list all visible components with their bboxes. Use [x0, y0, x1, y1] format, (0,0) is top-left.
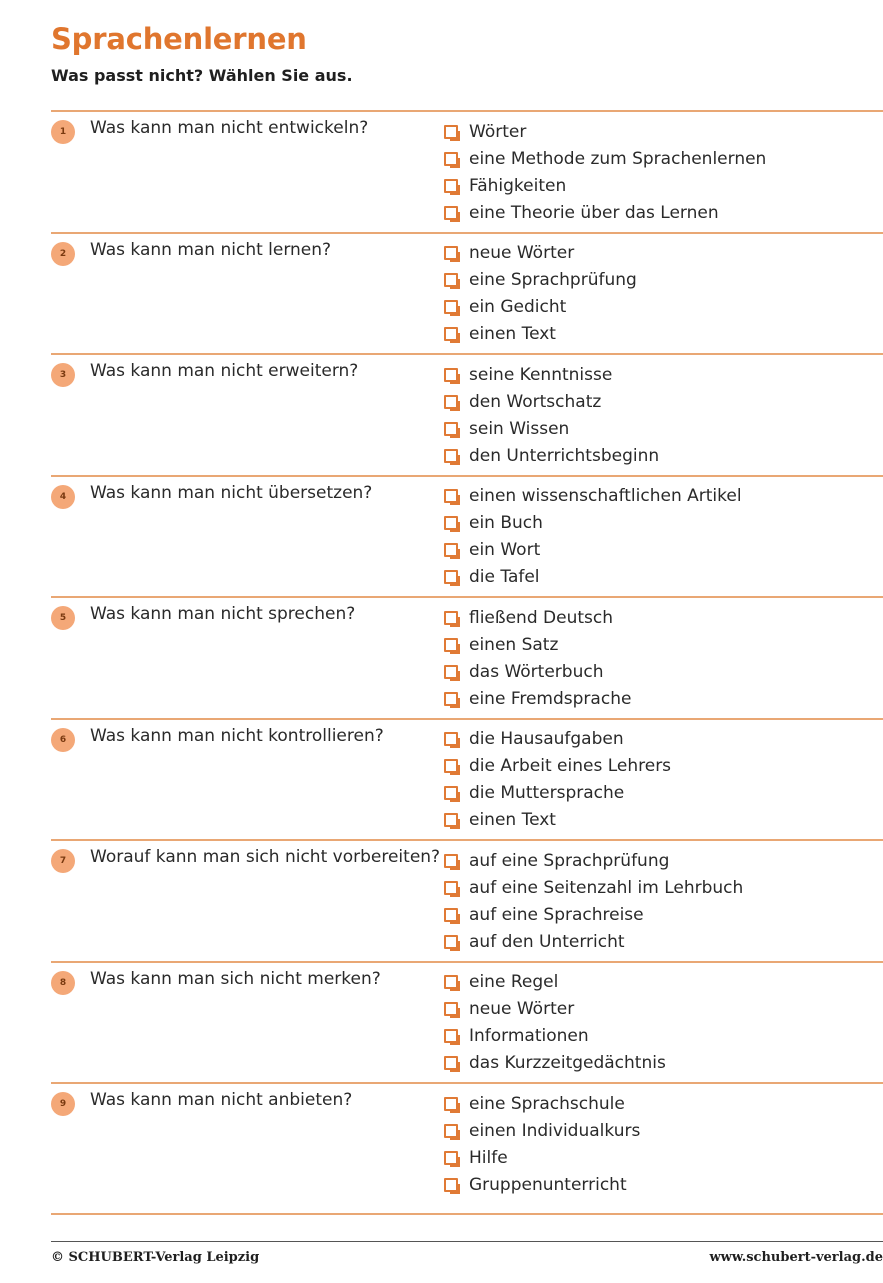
answer-option-label: eine Theorie über das Lernen — [469, 202, 719, 223]
question-number-badge: 7 — [51, 849, 75, 873]
checkbox-icon[interactable] — [444, 516, 458, 530]
answer-option-label: Hilfe — [469, 1147, 508, 1168]
checkbox-icon[interactable] — [444, 489, 458, 503]
question-text: Was kann man nicht kontrollieren? — [90, 725, 384, 746]
answer-option[interactable] — [444, 753, 671, 780]
answer-options — [444, 240, 637, 348]
question-text: Was kann man sich nicht merken? — [90, 968, 381, 989]
answer-option-label: einen Text — [469, 810, 556, 830]
answer-option-label: Fähigkeiten — [469, 175, 567, 196]
answer-option-label: sein Wissen — [469, 418, 570, 439]
question-number-badge: 6 — [51, 728, 75, 752]
checkbox-icon[interactable] — [444, 759, 458, 773]
checkbox-icon[interactable] — [444, 638, 458, 652]
footer-website: www.schubert-verlag.de — [709, 1250, 883, 1265]
question-number-badge: 1 — [51, 120, 75, 144]
answer-option[interactable] — [444, 118, 766, 145]
answer-option-label: eine Regel — [469, 972, 559, 992]
checkbox-icon[interactable] — [444, 449, 458, 463]
checkbox-icon[interactable] — [444, 1097, 458, 1111]
checkbox-icon[interactable] — [444, 570, 458, 584]
question-text: Was kann man nicht erweitern? — [90, 361, 359, 381]
checkbox-icon[interactable] — [444, 422, 458, 436]
question-row — [51, 353, 883, 475]
checkbox-icon[interactable] — [444, 692, 458, 706]
answer-option-label: Gruppenunterricht — [469, 1174, 627, 1195]
answer-option[interactable] — [444, 267, 637, 294]
answer-option[interactable] — [444, 564, 742, 591]
checkbox-icon[interactable] — [444, 395, 458, 409]
question-row — [51, 596, 883, 718]
answer-option[interactable] — [444, 172, 766, 199]
footer-divider — [51, 1241, 883, 1242]
answer-option-label: neue Wörter — [469, 999, 575, 1019]
answer-option-label: auf eine Sprachprüfung — [469, 850, 670, 871]
answer-option[interactable] — [444, 537, 742, 564]
checkbox-icon[interactable] — [444, 246, 458, 260]
checkbox-icon[interactable] — [444, 611, 458, 625]
question-row — [51, 839, 883, 961]
answer-option[interactable] — [444, 361, 659, 388]
checkbox-icon[interactable] — [444, 300, 458, 314]
answer-option-label: seine Kenntnisse — [469, 364, 613, 385]
answer-option[interactable] — [444, 1117, 640, 1144]
checkbox-icon[interactable] — [444, 543, 458, 557]
footer-copyright: © SCHUBERT-Verlag Leipzig — [51, 1250, 260, 1265]
answer-option[interactable] — [444, 1171, 640, 1198]
answer-option-label: Wörter — [469, 121, 527, 142]
question-number-badge: 5 — [51, 606, 75, 630]
checkbox-icon[interactable] — [444, 179, 458, 193]
question-row — [51, 1082, 883, 1204]
answer-option-label: das Kurzzeitgedächtnis — [469, 1053, 666, 1073]
answer-option[interactable] — [444, 780, 671, 807]
answer-option[interactable] — [444, 631, 631, 658]
answer-option-label: die Muttersprache — [469, 783, 625, 803]
answer-option[interactable] — [444, 807, 671, 834]
checkbox-icon[interactable] — [444, 935, 458, 949]
page-title: Sprachenlernen — [51, 22, 307, 56]
answer-option-label: die Arbeit eines Lehrers — [469, 756, 672, 776]
question-row — [51, 475, 883, 597]
question-number-badge: 9 — [51, 1092, 75, 1116]
answer-options — [444, 118, 766, 226]
answer-option[interactable] — [444, 1144, 640, 1171]
answer-options — [444, 1090, 640, 1198]
instruction-text: Was passt nicht? Wählen Sie aus. — [51, 66, 353, 85]
question-number-badge: 3 — [51, 363, 75, 387]
checkbox-icon[interactable] — [444, 732, 458, 746]
question-row — [51, 110, 883, 232]
checkbox-icon[interactable] — [444, 368, 458, 382]
checkbox-icon[interactable] — [444, 1124, 458, 1138]
answer-option[interactable] — [444, 415, 659, 442]
answer-options — [444, 969, 666, 1077]
checkbox-icon[interactable] — [444, 908, 458, 922]
checkbox-icon[interactable] — [444, 813, 458, 827]
answer-option-label: fließend Deutsch — [469, 607, 613, 628]
question-text: Was kann man nicht lernen? — [90, 239, 332, 260]
answer-option-label: den Wortschatz — [469, 391, 602, 412]
answer-option[interactable] — [444, 199, 766, 226]
checkbox-icon[interactable] — [444, 1178, 458, 1192]
checkbox-icon[interactable] — [444, 665, 458, 679]
answer-option[interactable] — [444, 874, 743, 901]
question-text: Was kann man nicht entwickeln? — [90, 118, 369, 138]
answer-option-label: neue Wörter — [469, 243, 575, 263]
answer-option[interactable] — [444, 969, 666, 996]
checkbox-icon[interactable] — [444, 125, 458, 139]
checkbox-icon[interactable] — [444, 1002, 458, 1016]
answer-options — [444, 483, 742, 591]
question-list — [51, 110, 883, 1204]
checkbox-icon[interactable] — [444, 1056, 458, 1070]
answer-option-label: auf eine Seitenzahl im Lehrbuch — [469, 877, 744, 898]
answer-option[interactable] — [444, 510, 742, 537]
question-text: Was kann man nicht übersetzen? — [90, 482, 373, 503]
answer-option[interactable] — [444, 442, 659, 469]
answer-option[interactable] — [444, 1090, 640, 1117]
answer-option-label: einen wissenschaftlichen Artikel — [469, 486, 742, 506]
answer-option-label: Informationen — [469, 1026, 589, 1046]
answer-option[interactable] — [444, 294, 637, 321]
answer-option[interactable] — [444, 658, 631, 685]
answer-option-label: auf eine Sprachreise — [469, 904, 644, 925]
checkbox-icon[interactable] — [444, 881, 458, 895]
question-text: Was kann man nicht sprechen? — [90, 604, 356, 624]
answer-option[interactable] — [444, 388, 659, 415]
answer-options — [444, 604, 631, 712]
answer-option-label: die Hausaufgaben — [469, 729, 624, 749]
checkbox-icon[interactable] — [444, 152, 458, 166]
answer-option-label: auf den Unterricht — [469, 931, 625, 952]
checkbox-icon[interactable] — [444, 273, 458, 287]
answer-option-label: die Tafel — [469, 567, 540, 587]
answer-option[interactable] — [444, 726, 671, 753]
answer-option[interactable] — [444, 145, 766, 172]
answer-option[interactable] — [444, 847, 743, 874]
answer-option-label: einen Satz — [469, 634, 559, 655]
answer-option-label: eine Methode zum Sprachenlernen — [469, 148, 767, 169]
answer-option[interactable] — [444, 604, 631, 631]
answer-option-label: das Wörterbuch — [469, 661, 604, 682]
checkbox-icon[interactable] — [444, 854, 458, 868]
question-number-badge: 4 — [51, 485, 75, 509]
answer-options — [444, 847, 743, 955]
question-text: Worauf kann man sich nicht vorbereiten? — [90, 847, 441, 867]
answer-option[interactable] — [444, 483, 742, 510]
answer-option[interactable] — [444, 685, 631, 712]
question-number-badge: 8 — [51, 971, 75, 995]
checkbox-icon[interactable] — [444, 786, 458, 800]
answer-option[interactable] — [444, 240, 637, 267]
answer-options — [444, 361, 659, 469]
divider — [51, 1213, 883, 1215]
answer-option-label: eine Sprachschule — [469, 1093, 625, 1114]
answer-option[interactable] — [444, 321, 637, 348]
checkbox-icon[interactable] — [444, 1151, 458, 1165]
answer-option-label: einen Individualkurs — [469, 1120, 641, 1141]
answer-option-label: eine Fremdsprache — [469, 688, 632, 709]
question-row — [51, 718, 883, 840]
answer-option-label: eine Sprachprüfung — [469, 270, 637, 290]
question-number-badge: 2 — [51, 242, 75, 266]
answer-option-label: den Unterrichtsbeginn — [469, 445, 660, 466]
answer-option[interactable] — [444, 928, 743, 955]
checkbox-icon[interactable] — [444, 975, 458, 989]
answer-option-label: einen Text — [469, 324, 556, 344]
answer-option-label: ein Gedicht — [469, 297, 567, 317]
answer-option[interactable] — [444, 901, 743, 928]
answer-options — [444, 726, 671, 834]
checkbox-icon[interactable] — [444, 327, 458, 341]
question-row — [51, 232, 883, 354]
answer-option-label: ein Wort — [469, 540, 541, 560]
question-row — [51, 961, 883, 1083]
checkbox-icon[interactable] — [444, 1029, 458, 1043]
answer-option-label: ein Buch — [469, 513, 543, 533]
answer-option[interactable] — [444, 1023, 666, 1050]
question-text: Was kann man nicht anbieten? — [90, 1090, 353, 1110]
answer-option[interactable] — [444, 996, 666, 1023]
checkbox-icon[interactable] — [444, 206, 458, 220]
answer-option[interactable] — [444, 1050, 666, 1077]
